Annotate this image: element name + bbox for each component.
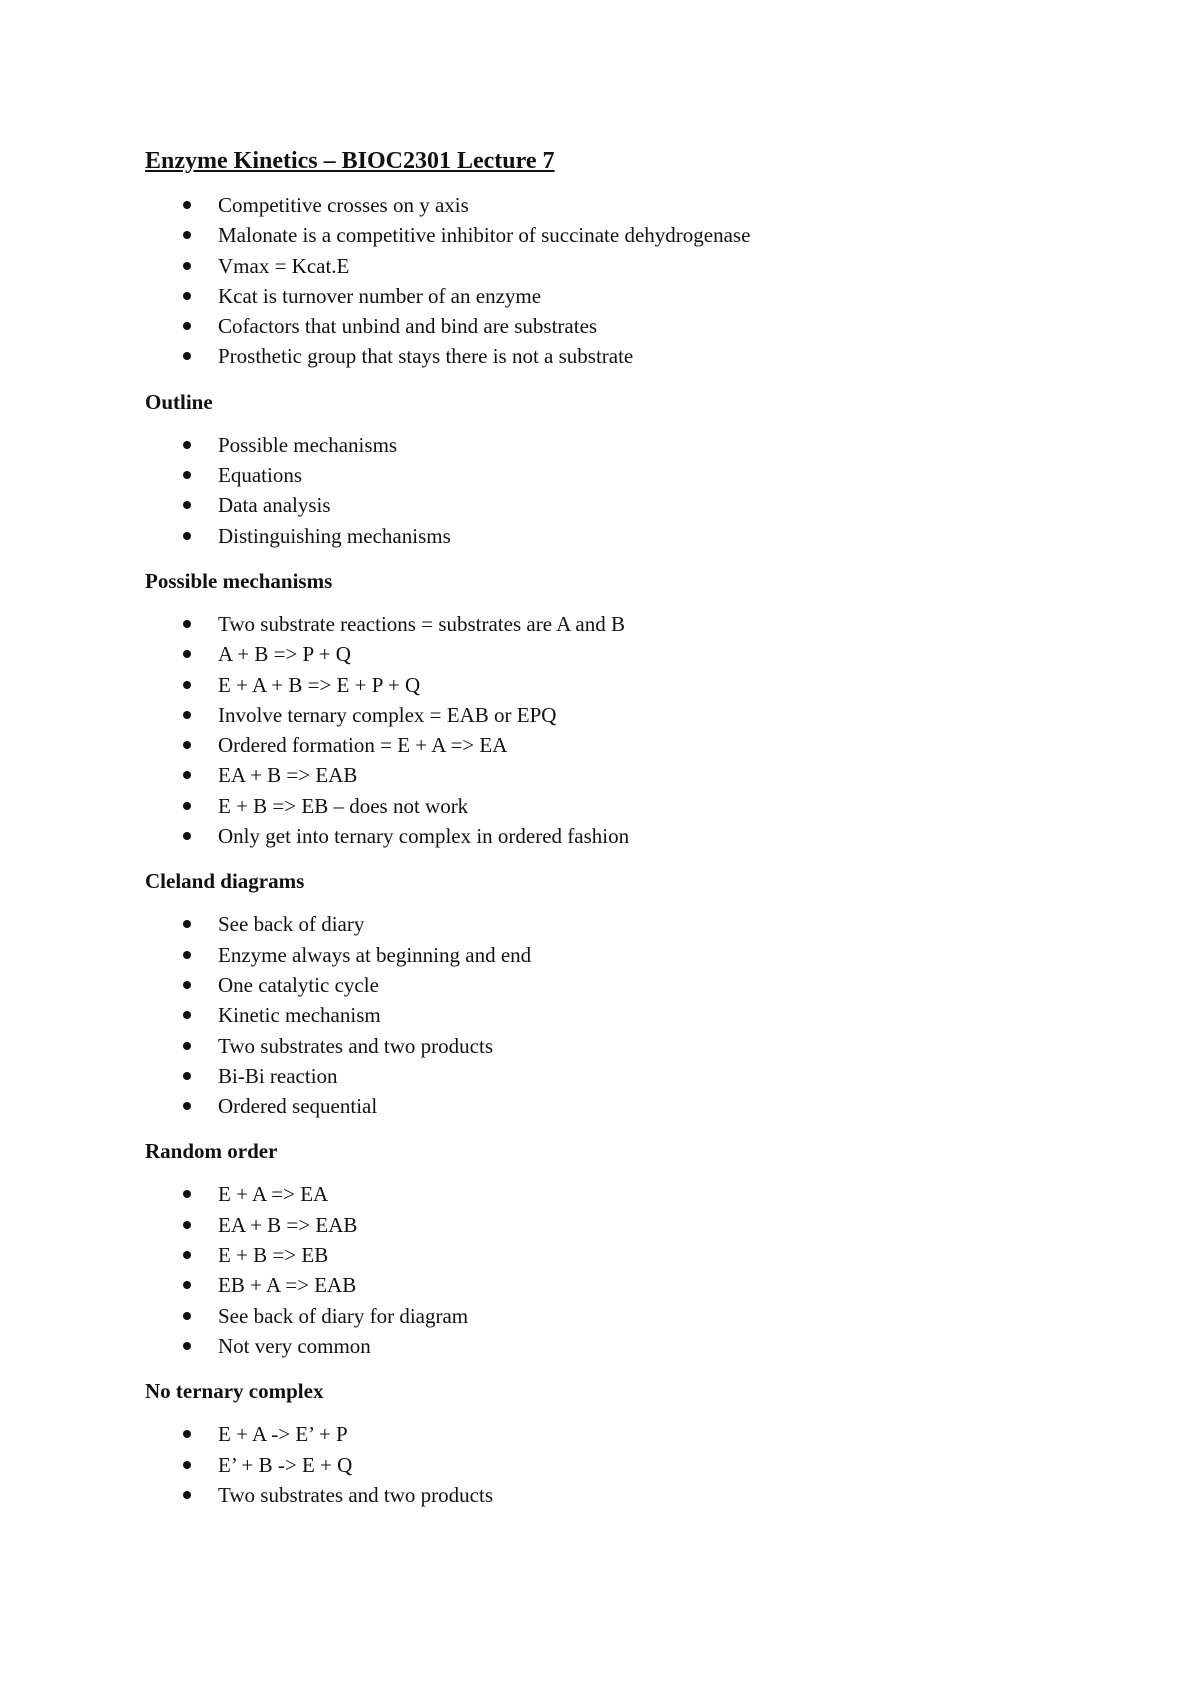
section-heading: Outline: [145, 389, 213, 414]
bullet-icon: [183, 1251, 191, 1259]
bullet-icon: [183, 292, 191, 300]
bullet-icon: [183, 1102, 191, 1110]
bullet-icon: [183, 1491, 191, 1499]
list-item-text: Competitive crosses on y axis: [218, 193, 469, 217]
bullet-icon: [183, 1312, 191, 1320]
list-item-text: Data analysis: [218, 493, 331, 518]
bullet-icon: [183, 441, 191, 449]
bullet-icon: [183, 322, 191, 330]
list-item: [145, 821, 1105, 851]
bullet-icon: [183, 471, 191, 479]
section-list: [145, 909, 1105, 1121]
bullet-icon: [183, 711, 191, 719]
list-item-text: E’ + B -> E + Q: [218, 1452, 353, 1477]
list-item-text: Two substrates and two products: [218, 1482, 493, 1507]
list-item-text: E + A + B => E + P + Q: [218, 672, 421, 697]
list-item-text: E + A -> E’ + P: [218, 1422, 348, 1447]
list-item: [145, 700, 1105, 730]
list-item: [145, 1240, 1105, 1270]
bullet-icon: [183, 1042, 191, 1050]
bullet-icon: [183, 832, 191, 840]
list-item: [145, 940, 1105, 970]
list-item: [145, 1450, 1105, 1480]
section-list: [145, 1419, 1105, 1510]
bullet-icon: [183, 771, 191, 779]
bullet-icon: [183, 951, 191, 959]
list-item: [145, 1419, 1105, 1449]
list-item: [145, 490, 1105, 520]
list-item-text: Possible mechanisms: [218, 432, 398, 457]
bullet-icon: [183, 802, 191, 810]
list-item: [145, 521, 1105, 551]
list-item: [145, 341, 1105, 371]
list-item-text: Enzyme always at beginning and end: [218, 942, 532, 967]
list-item: [145, 1210, 1105, 1240]
bullet-icon: [183, 681, 191, 689]
list-item-text: One catalytic cycle: [218, 972, 379, 997]
list-item-text: Distinguishing mechanisms: [218, 523, 451, 548]
list-item-text: Two substrates and two products: [218, 1033, 493, 1058]
list-item: [145, 639, 1105, 669]
list-item-text: EB + A => EAB: [218, 1273, 357, 1298]
bullet-icon: [183, 1430, 191, 1438]
list-item-text: EA + B => EAB: [218, 1212, 358, 1237]
bullet-icon: [183, 262, 191, 270]
bullet-icon: [183, 201, 191, 209]
list-item-text: See back of diary for diagram: [218, 1303, 469, 1328]
list-item-text: EA + B => EAB: [218, 763, 358, 788]
list-item: [145, 909, 1105, 939]
list-item: [145, 730, 1105, 760]
bullet-icon: [183, 920, 191, 928]
bullet-icon: [183, 1461, 191, 1469]
list-item-text: Kinetic mechanism: [218, 1003, 381, 1028]
list-item-text: Not very common: [218, 1333, 371, 1358]
list-item: [145, 281, 1105, 311]
bullet-icon: [183, 231, 191, 239]
intro-list: [145, 190, 1105, 372]
section-list: [145, 430, 1105, 551]
section-list: [145, 1179, 1105, 1361]
section-list: [145, 609, 1105, 851]
list-item: [145, 1331, 1105, 1361]
bullet-icon: [183, 501, 191, 509]
list-item: [145, 1301, 1105, 1331]
list-item-text: Involve ternary complex = EAB or EPQ: [218, 702, 557, 727]
document-page: [145, 146, 1105, 1526]
list-item: [145, 791, 1105, 821]
list-item: [145, 311, 1105, 341]
list-item: [145, 1480, 1105, 1510]
list-item-text: Prosthetic group that stays there is not a substrate: [218, 344, 634, 369]
section-heading: Random order: [145, 1139, 278, 1164]
list-item: [145, 1270, 1105, 1300]
list-item: [145, 670, 1105, 700]
bullet-icon: [183, 352, 191, 360]
list-item-text: E + B => EB – does not work: [218, 793, 469, 818]
list-item: [145, 190, 1105, 220]
list-item-text: Malonate is a competitive inhibitor of succinate dehydrogenase: [218, 223, 751, 248]
list-item-text: Bi-Bi reaction: [218, 1063, 338, 1088]
list-item: [145, 430, 1105, 460]
list-item: [145, 760, 1105, 790]
bullet-icon: [183, 1221, 191, 1229]
list-item: [145, 970, 1105, 1000]
document-title: Enzyme Kinetics – BIOC2301 Lecture 7: [145, 148, 555, 174]
list-item: [145, 1091, 1105, 1121]
section-heading: No ternary complex: [145, 1379, 324, 1404]
list-item: [145, 1031, 1105, 1061]
bullet-icon: [183, 620, 191, 628]
section-heading: Cleland diagrams: [145, 869, 305, 894]
bullet-icon: [183, 532, 191, 540]
list-item: [145, 609, 1105, 639]
list-item: [145, 220, 1105, 250]
bullet-icon: [183, 1011, 191, 1019]
list-item-text: See back of diary: [218, 912, 365, 937]
bullet-icon: [183, 741, 191, 749]
list-item: [145, 1000, 1105, 1030]
bullet-icon: [183, 650, 191, 658]
list-item-text: Cofactors that unbind and bind are substrates: [218, 314, 598, 339]
bullet-icon: [183, 981, 191, 989]
list-item-text: Ordered sequential: [218, 1094, 378, 1119]
list-item-text: Kcat is turnover number of an enzyme: [218, 283, 542, 308]
list-item-text: Two substrate reactions = substrates are A and B: [218, 611, 625, 636]
list-item-text: Vmax = Kcat.E: [218, 253, 350, 278]
bullet-icon: [183, 1281, 191, 1289]
sections-container: [145, 388, 1105, 1510]
list-item: [145, 251, 1105, 281]
list-item-text: Equations: [218, 463, 302, 488]
list-item: [145, 1061, 1105, 1091]
bullet-icon: [183, 1342, 191, 1350]
list-item: [145, 1179, 1105, 1209]
list-item: [145, 460, 1105, 490]
list-item-text: Ordered formation = E + A => EA: [218, 733, 508, 758]
list-item-text: Only get into ternary complex in ordered fashion: [218, 824, 630, 849]
list-item-text: E + B => EB: [218, 1243, 329, 1268]
bullet-icon: [183, 1072, 191, 1080]
list-item-text: E + A => EA: [218, 1182, 329, 1207]
list-item-text: A + B => P + Q: [218, 642, 351, 667]
bullet-icon: [183, 1190, 191, 1198]
section-heading: Possible mechanisms: [145, 568, 333, 593]
